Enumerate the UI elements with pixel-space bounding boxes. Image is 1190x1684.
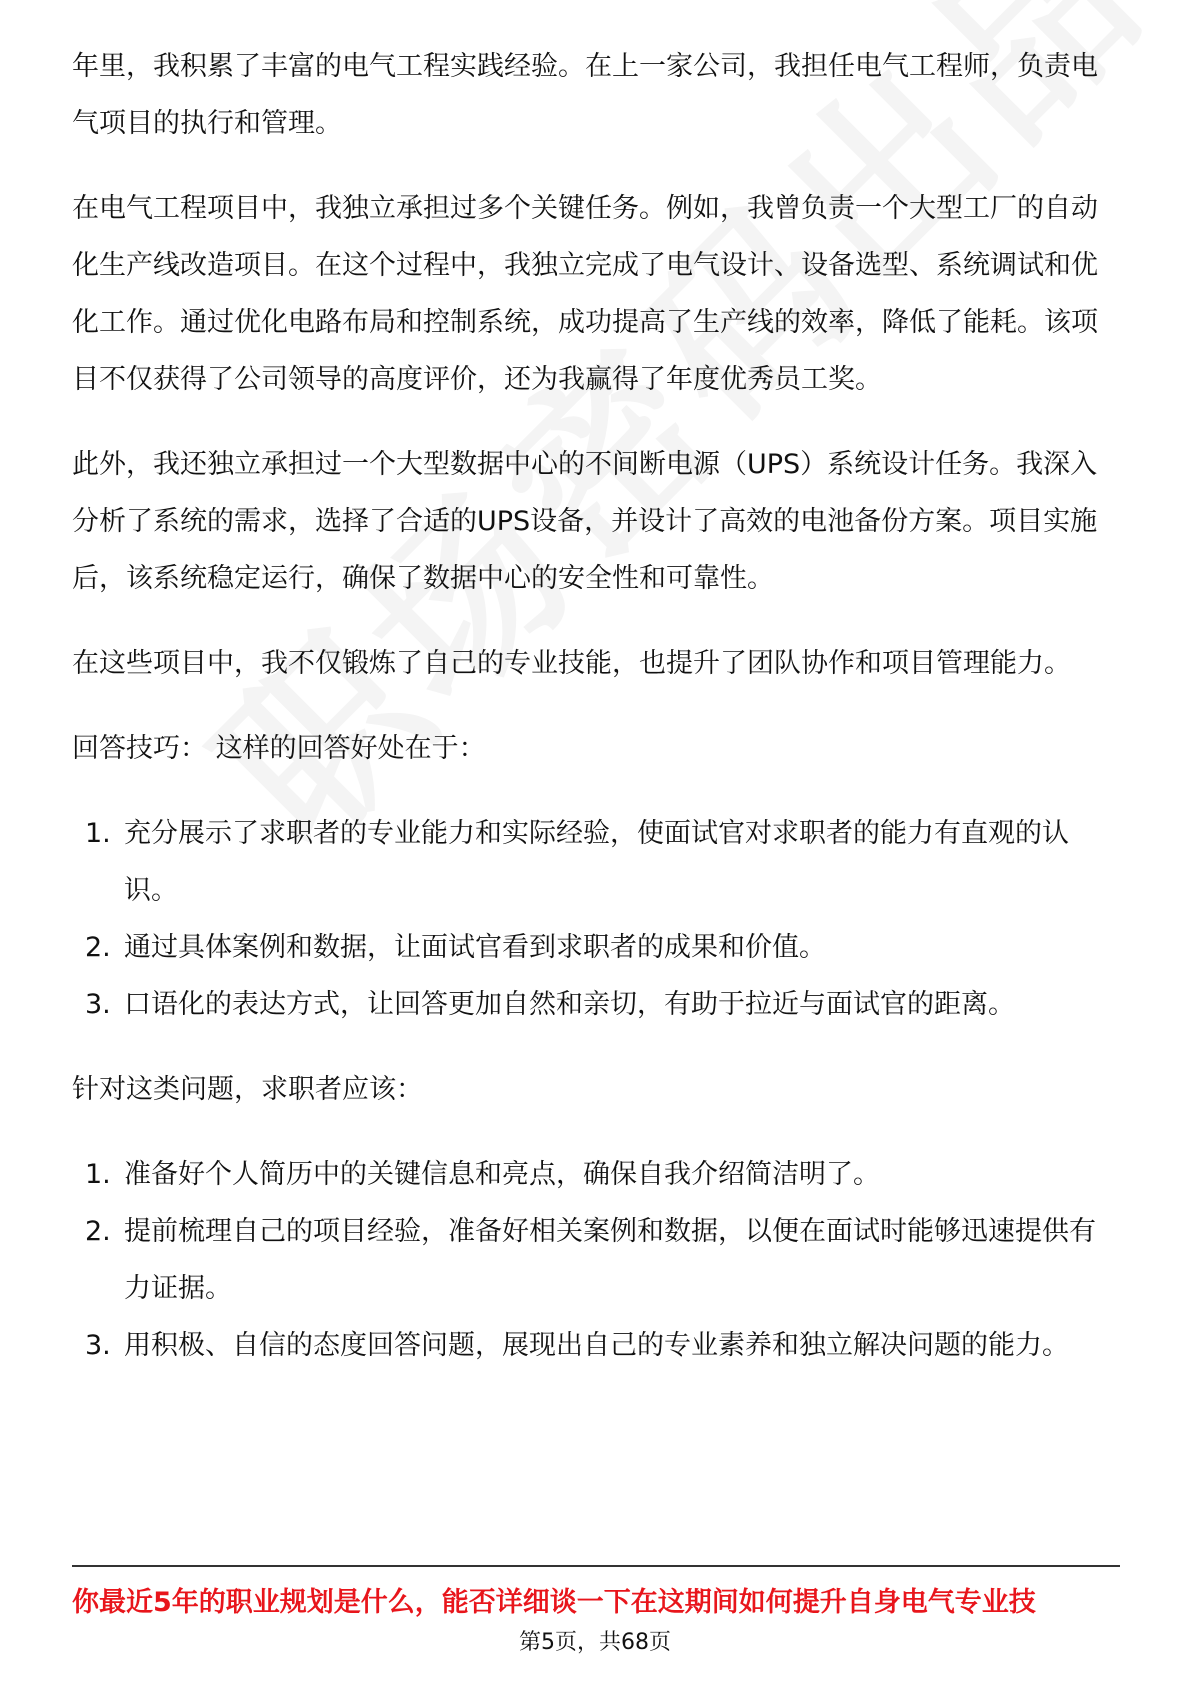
list-item-text: 通过具体案例和数据，让面试官看到求职者的成果和价值。 bbox=[124, 932, 826, 963]
list-number: 2. bbox=[85, 1216, 111, 1247]
list-item-text: 充分展示了求职者的专业能力和实际经验，使面试官对求职者的能力有直观的认识。 bbox=[124, 818, 1069, 906]
paragraph: 在电气工程项目中，我独立承担过多个关键任务。例如，我曾负责一个大型工厂的自动化生产线改造项目。在这个过程中，我独立完成了电气设计、设备选型、系统调试和优化工作。通过优化电路布局和控制系统，成功提高了生产线的效率，降低了能耗。该项目不仅获得了公司领导的高度评价，还为我赢得了年度优秀员工奖。 bbox=[72, 193, 1098, 395]
next-question-heading: 你最近5年的职业规划是什么，能否详细谈一下在这期间如何提升自身电气专业技 bbox=[72, 1587, 1036, 1618]
paragraph: 年里，我积累了丰富的电气工程实践经验。在上一家公司，我担任电气工程师，负责电气项目的执行和管理。 bbox=[72, 51, 1098, 139]
list-item bbox=[72, 976, 1122, 1033]
tips-heading: 回答技巧： 这样的回答好处在于： bbox=[72, 733, 486, 764]
list-item bbox=[72, 1146, 1122, 1203]
list-item-text: 口语化的表达方式，让回答更加自然和亲切，有助于拉近与面试官的距离。 bbox=[124, 989, 1015, 1020]
list-item-text: 提前梳理自己的项目经验，准备好相关案例和数据，以便在面试时能够迅速提供有力证据。 bbox=[124, 1216, 1096, 1304]
paragraph: 在这些项目中，我不仅锻炼了自己的专业技能，也提升了团队协作和项目管理能力。 bbox=[72, 648, 1071, 679]
list-item-text: 用积极、自信的态度回答问题，展现出自己的专业素养和独立解决问题的能力。 bbox=[124, 1330, 1069, 1361]
footer-divider bbox=[72, 1565, 1120, 1567]
list-item bbox=[72, 919, 1122, 976]
list-item bbox=[72, 1203, 1122, 1317]
list-number: 1. bbox=[85, 818, 111, 849]
advice-heading: 针对这类问题，求职者应该： bbox=[72, 1074, 423, 1105]
paragraph: 此外，我还独立承担过一个大型数据中心的不间断电源（UPS）系统设计任务。我深入分析了系统的需求，选择了合适的UPS设备，并设计了高效的电池备份方案。项目实施后，该系统稳定运行，确保了数据中心的安全性和可靠性。 bbox=[72, 449, 1098, 594]
tips-list bbox=[72, 805, 1122, 1033]
list-number: 2. bbox=[85, 932, 111, 963]
page-number: 第5页，共68页 bbox=[519, 1630, 671, 1655]
list-number: 3. bbox=[85, 1330, 111, 1361]
list-item bbox=[72, 1317, 1122, 1374]
advice-list bbox=[72, 1146, 1122, 1374]
list-item bbox=[72, 805, 1122, 919]
list-number: 1. bbox=[85, 1159, 111, 1190]
document-body bbox=[72, 38, 1122, 1402]
list-item-text: 准备好个人简历中的关键信息和亮点，确保自我介绍简洁明了。 bbox=[124, 1159, 880, 1190]
list-number: 3. bbox=[85, 989, 111, 1020]
